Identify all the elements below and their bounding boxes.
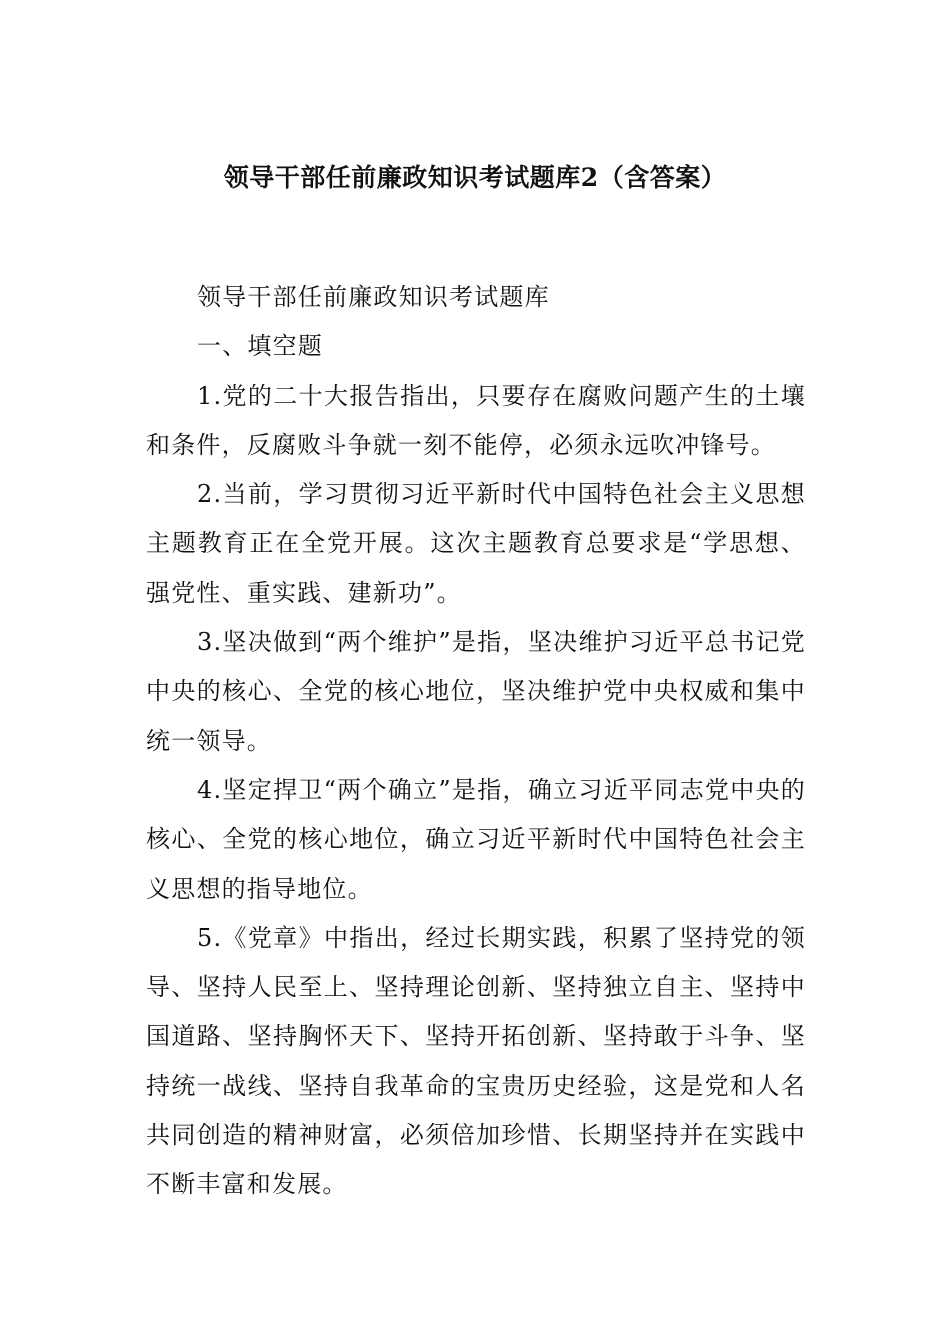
document-title: 领导干部任前廉政知识考试题库2（含答案） <box>223 163 727 192</box>
document-body <box>146 273 806 1210</box>
question-item-3: 3.坚决做到“两个维护”是指，坚决维护习近平总书记党中央的核心、全党的核心地位，坚决维护党中央权威和集中统一领导。 <box>146 628 806 755</box>
section-heading: 领导干部任前廉政知识考试题库 <box>197 283 550 311</box>
subsection-heading: 一、填空题 <box>197 332 323 361</box>
question-item-2: 2.当前，学习贯彻习近平新时代中国特色社会主义思想主题教育正在全党开展。这次主题教育总要求是“学思想、强党性、重实践、建新功”。 <box>146 480 806 607</box>
question-item-1: 1.党的二十大报告指出，只要存在腐败问题产生的土壤和条件，反腐败斗争就一刻不能停，必须永远吹冲锋号。 <box>146 381 806 459</box>
question-item-4: 4.坚定捍卫“两个确立”是指，确立习近平同志党中央的核心、全党的核心地位，确立习近平新时代中国特色社会主义思想的指导地位。 <box>146 775 806 903</box>
question-item-5: 5.《党章》中指出，经过长期实践，积累了坚持党的领导、坚持人民至上、坚持理论创新、坚持独立自主、坚持中国道路、坚持胸怀天下、坚持开拓创新、坚持敢于斗争、坚持统一战线、坚持自我革命的宝贵历史经验，这是党和人名共同创造的精神财富，必须倍加珍惜、长期坚持并在实践中不断丰富和发展。 <box>146 923 806 1199</box>
